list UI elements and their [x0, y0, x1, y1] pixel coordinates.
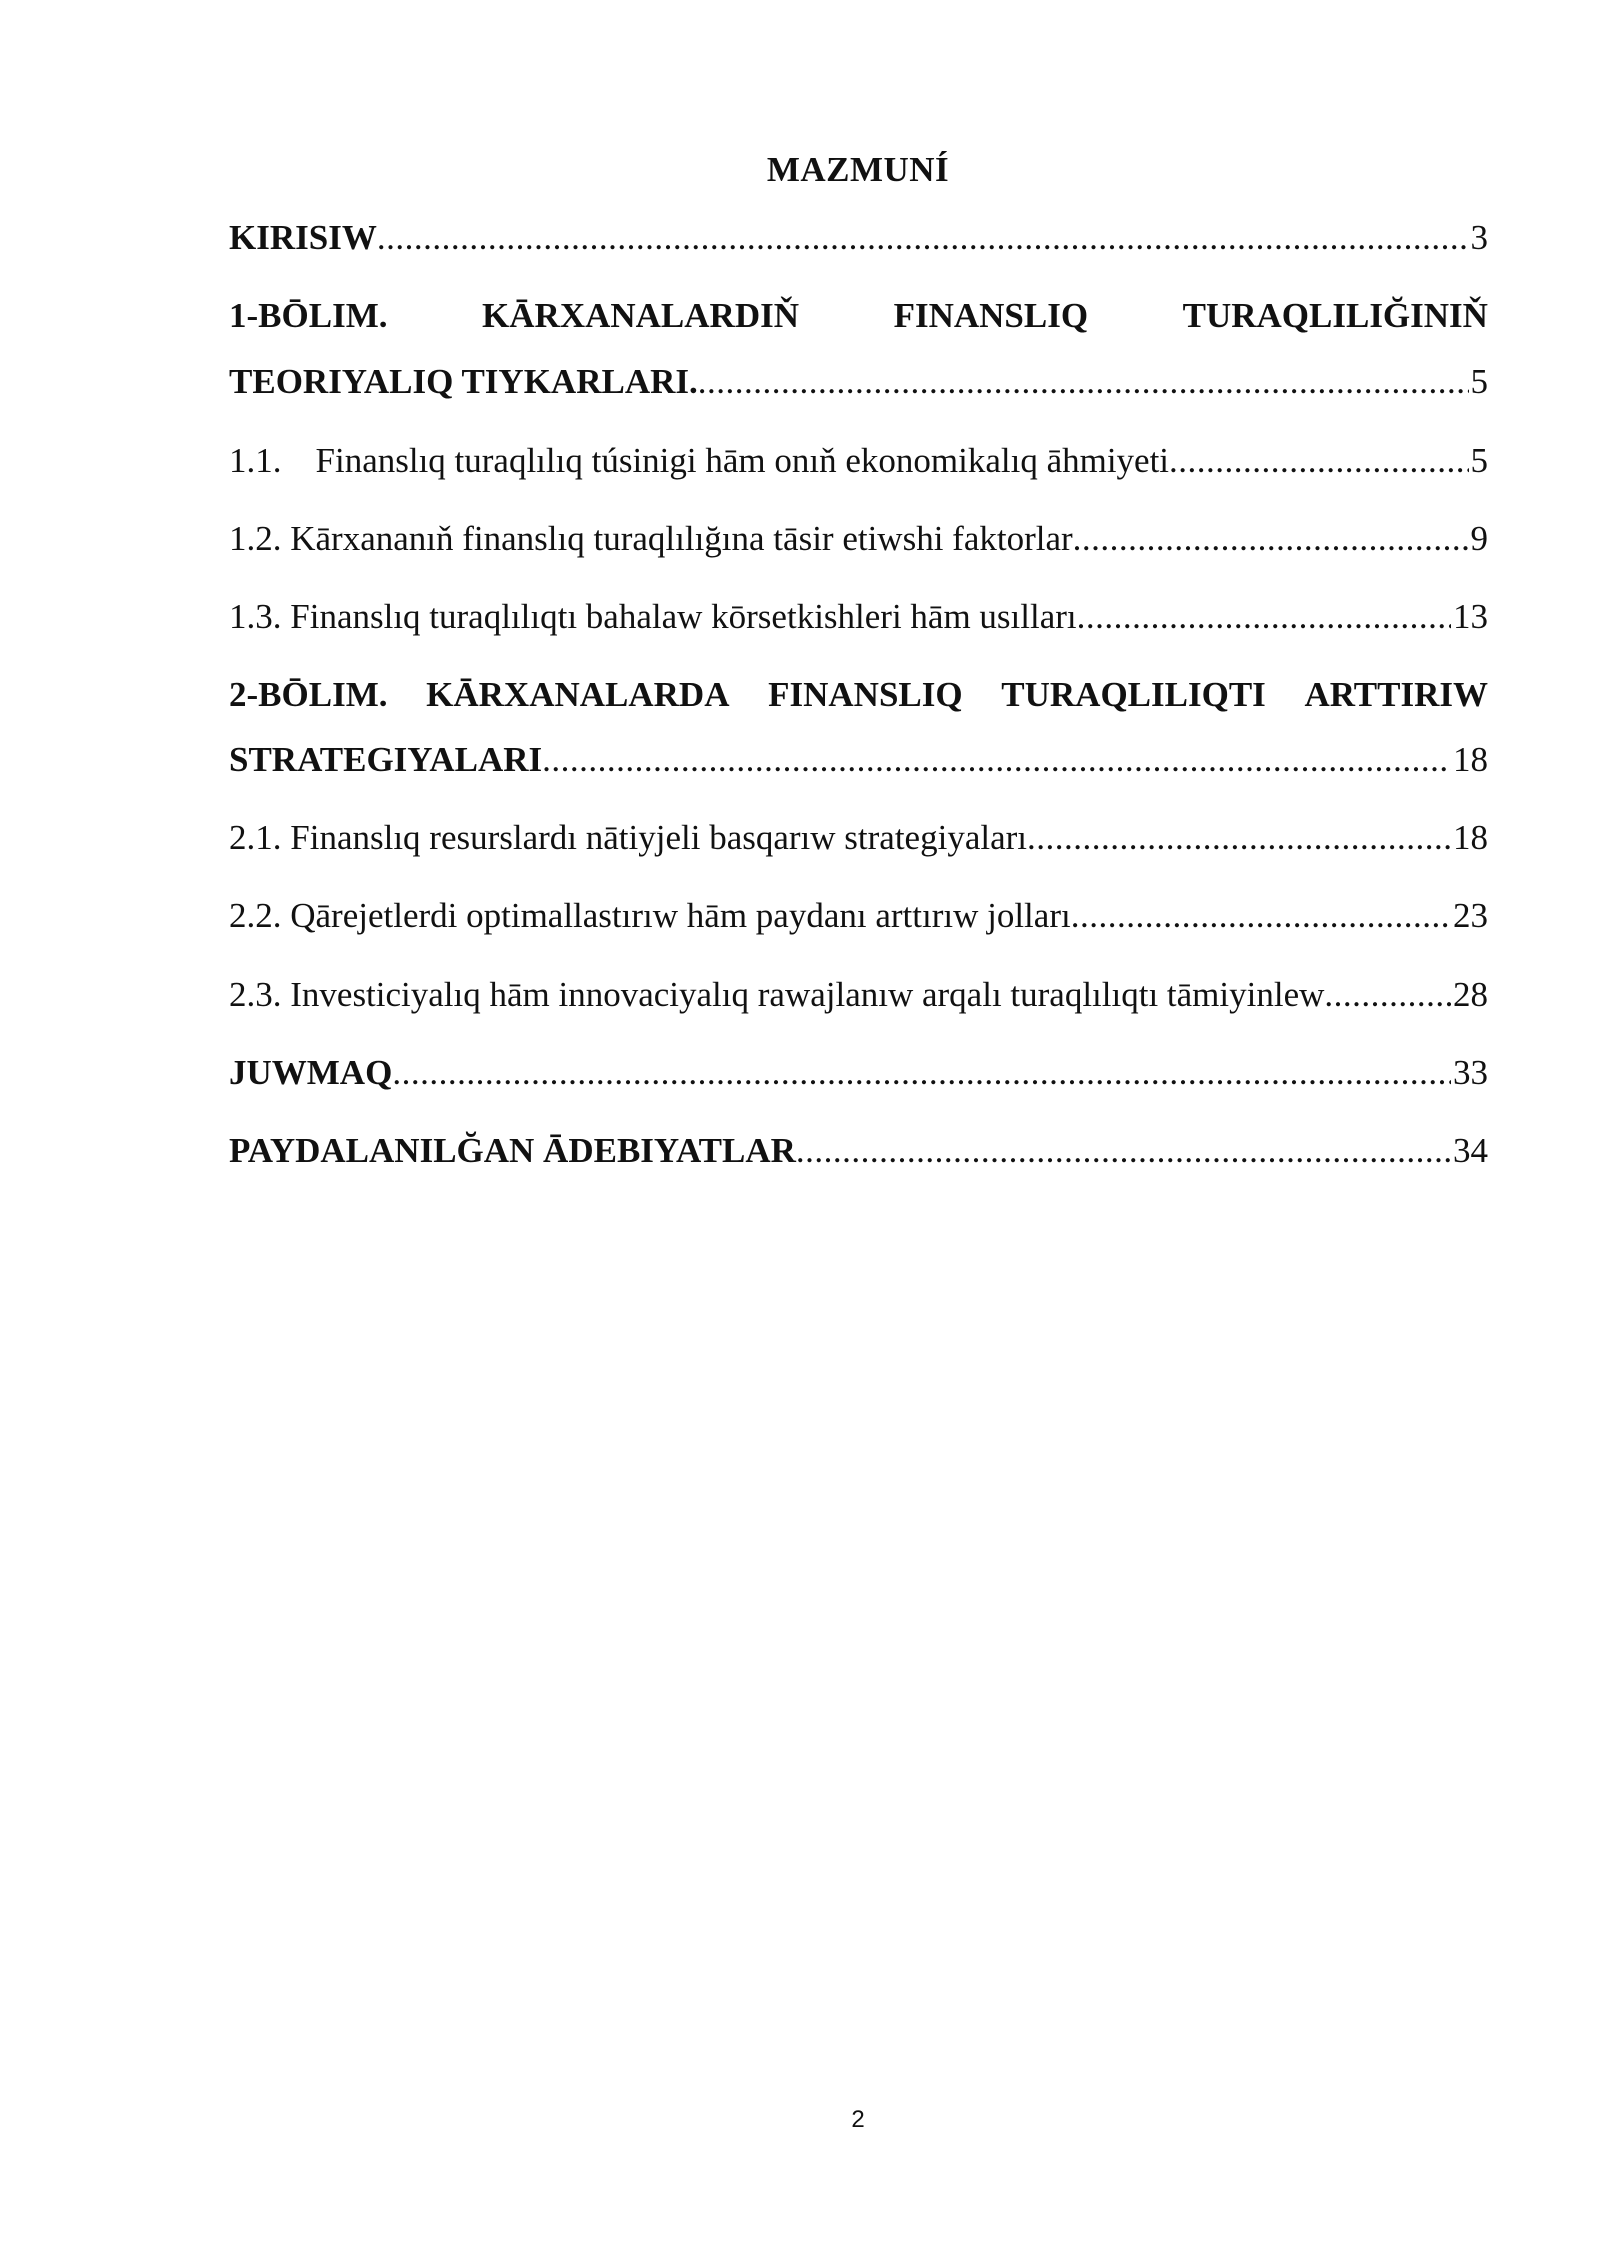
toc-part1-word: KĀRXANALARDIŇ — [482, 296, 799, 335]
toc-entry-page: 23 — [1453, 896, 1488, 935]
toc-entry-number: 1.1. — [229, 441, 282, 480]
toc-leader-dots — [377, 218, 1469, 258]
toc-entry-1-3 — [229, 597, 1488, 637]
toc-entry-page: 28 — [1453, 975, 1488, 1014]
toc-entry-label: 2.3. Investiciyalıq hām innovaciyalıq rawajlanıw arqalı turaqlılıqtı tāmiyinlew — [229, 975, 1325, 1014]
toc-part2-word: KĀRXANALARDA — [426, 675, 730, 714]
toc-leader-dots — [1073, 519, 1469, 559]
toc-entry-part2-line1 — [229, 675, 1488, 715]
toc-entry-1-1 — [229, 441, 1488, 481]
toc-leader-dots — [796, 1131, 1451, 1171]
toc-entry-page: 33 — [1453, 1053, 1488, 1092]
toc-entry-paydalanilgan — [229, 1131, 1488, 1171]
toc-entry-label: 2.1. Finanslıq resurslardı nātiyjeli basqarıw strategiyaları — [229, 818, 1027, 857]
page-title: MAZMUNÍ — [766, 150, 950, 189]
toc-entry-label: 1.2. Kārxananıň finanslıq turaqlılığına tāsir etiwshi faktorlar — [229, 519, 1073, 558]
toc-entry-page: 9 — [1470, 519, 1488, 558]
toc-part2-word: ARTTIRIW — [1304, 675, 1488, 714]
toc-part1-word: FINANSLIQ — [893, 296, 1089, 335]
toc-entry-part1-line2 — [229, 362, 1488, 402]
toc-entry-part1-line1 — [229, 296, 1488, 336]
toc-entry-page: 5 — [1470, 362, 1488, 401]
toc-leader-dots — [1169, 441, 1468, 481]
toc-entry-kirisiw — [229, 218, 1488, 258]
toc-entry-part2-line2 — [229, 740, 1488, 780]
toc-leader-dots — [542, 740, 1451, 780]
toc-part2-word: FINANSLIQ — [768, 675, 963, 714]
toc-entry-juwmaq — [229, 1053, 1488, 1093]
toc-part2-word: TURAQLILIQTI — [1001, 675, 1266, 714]
toc-leader-dots — [1324, 975, 1451, 1015]
toc-entry-label: KIRISIW — [229, 218, 377, 257]
toc-part1-word: 1-BŌLIM. — [229, 296, 388, 335]
toc-part2-word: 2-BŌLIM. — [229, 675, 388, 714]
toc-entry-label: TEORIYALIQ TIYKARLARI. — [229, 362, 698, 401]
toc-entry-label: 1.3. Finanslıq turaqlılıqtı bahalaw kōrsetkishleri hām usılları — [229, 597, 1077, 636]
toc-entry-page: 34 — [1453, 1131, 1488, 1170]
toc-entry-2-1 — [229, 818, 1488, 858]
toc-entry-1-2 — [229, 519, 1488, 559]
page-number: 2 — [851, 2106, 865, 2133]
toc-leader-dots — [698, 362, 1469, 402]
toc-entry-label: PAYDALANILĞAN ĀDEBIYATLAR — [229, 1131, 796, 1170]
toc-entry-2-3 — [229, 975, 1488, 1015]
toc-leader-dots — [1071, 896, 1451, 936]
toc-leader-dots — [392, 1053, 1451, 1093]
toc-leader-dots — [1027, 818, 1451, 858]
toc-entry-page: 5 — [1470, 441, 1488, 480]
toc-entry-label: Finanslıq turaqlılıq túsinigi hām onıň ekonomikalıq āhmiyeti — [315, 441, 1170, 480]
toc-entry-page: 3 — [1470, 218, 1488, 257]
toc-entry-label: 2.2. Qārejetlerdi optimallastırıw hām paydanı arttırıw jolları — [229, 896, 1071, 935]
toc-entry-page: 18 — [1453, 740, 1488, 779]
toc-entry-2-2 — [229, 896, 1488, 936]
toc-entry-label: JUWMAQ — [229, 1053, 393, 1092]
toc-entry-page: 13 — [1453, 597, 1488, 636]
toc-entry-page: 18 — [1453, 818, 1488, 857]
toc-entry-label: STRATEGIYALARI — [229, 740, 543, 779]
toc-leader-dots — [1077, 597, 1451, 637]
toc-part1-word: TURAQLILIĞINIŇ — [1182, 296, 1488, 335]
